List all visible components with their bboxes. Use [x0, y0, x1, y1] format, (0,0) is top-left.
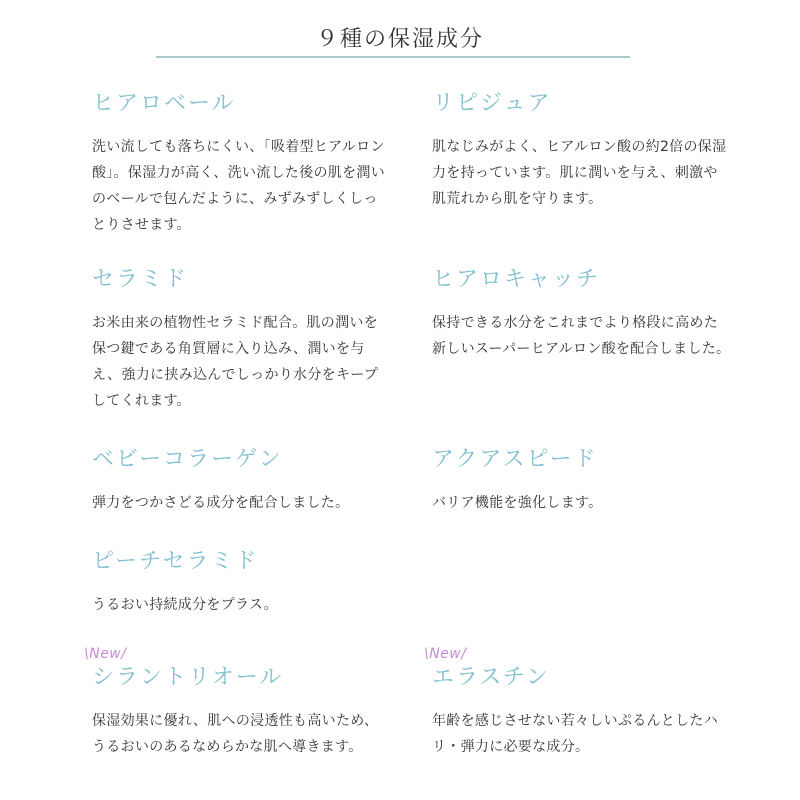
ingredient-baby-collagen — [92, 444, 392, 516]
ingredient-name: アクアスピード — [432, 447, 598, 472]
ingredient-hyalocatch — [432, 264, 732, 362]
ingredient-description: バリア機能を強化します。 — [432, 495, 603, 511]
ingredient-description: 弾力をつかさどる成分を配合しました。 — [92, 495, 350, 511]
ingredient-description: うるおい持続成分をプラス。 — [92, 597, 278, 613]
ingredient-description: 保持できる水分をこれまでより格段に高めた新しいスーパーヒアルロン酸を配合しました。 — [432, 315, 731, 357]
ingredient-ceramide — [92, 264, 392, 414]
ingredient-description: 洗い流しても落ちにくい、「吸着型ヒアルロン酸」。保湿力が高く、洗い流した後の肌を潤いのベールで包んだように、みずみずしくしっとりさせます。 — [92, 139, 386, 233]
ingredient-silanetriol — [92, 662, 392, 760]
ingredient-description: 肌なじみがよく、ヒアルロン酸の約2倍の保湿力を持っています。肌に潤いを与え、刺激や肌荒れから肌を守ります。 — [432, 139, 727, 207]
ingredient-hyaloveil — [92, 88, 392, 238]
ingredient-name: ベビーコラーゲン — [92, 447, 283, 472]
ingredient-name: エラスチン — [432, 665, 550, 690]
title-divider — [156, 56, 630, 58]
new-badge: \New/ — [424, 646, 467, 662]
page-title: ９種の保湿成分 — [315, 27, 484, 52]
ingredient-lipidure — [432, 88, 732, 212]
ingredient-name: ピーチセラミド — [92, 549, 259, 574]
ingredient-name: リピジュア — [432, 91, 552, 116]
ingredient-name: セラミド — [92, 267, 189, 292]
ingredient-aquaspeed — [432, 444, 732, 516]
ingredient-name: ヒアロベール — [92, 91, 236, 116]
ingredient-name: シラントリオール — [92, 665, 284, 690]
ingredient-elastin — [432, 662, 732, 760]
ingredient-description: お米由来の植物性セラミド配合。肌の潤いを保つ鍵である角質層に入り込み、潤いを与え、強力に挟み込んでしっかり水分をキープしてくれます。 — [92, 315, 379, 409]
ingredient-description: 保湿効果に優れ、肌への浸透性も高いため、うるおいのあるなめらかな肌へ導きます。 — [92, 713, 379, 755]
ingredient-peach-ceramide — [92, 546, 392, 618]
ingredient-name: ヒアロキャッチ — [432, 267, 601, 292]
new-badge: \New/ — [84, 646, 127, 662]
ingredient-description: 年齢を感じさせない若々しいぷるんとしたハリ・弾力に必要な成分。 — [432, 713, 718, 755]
